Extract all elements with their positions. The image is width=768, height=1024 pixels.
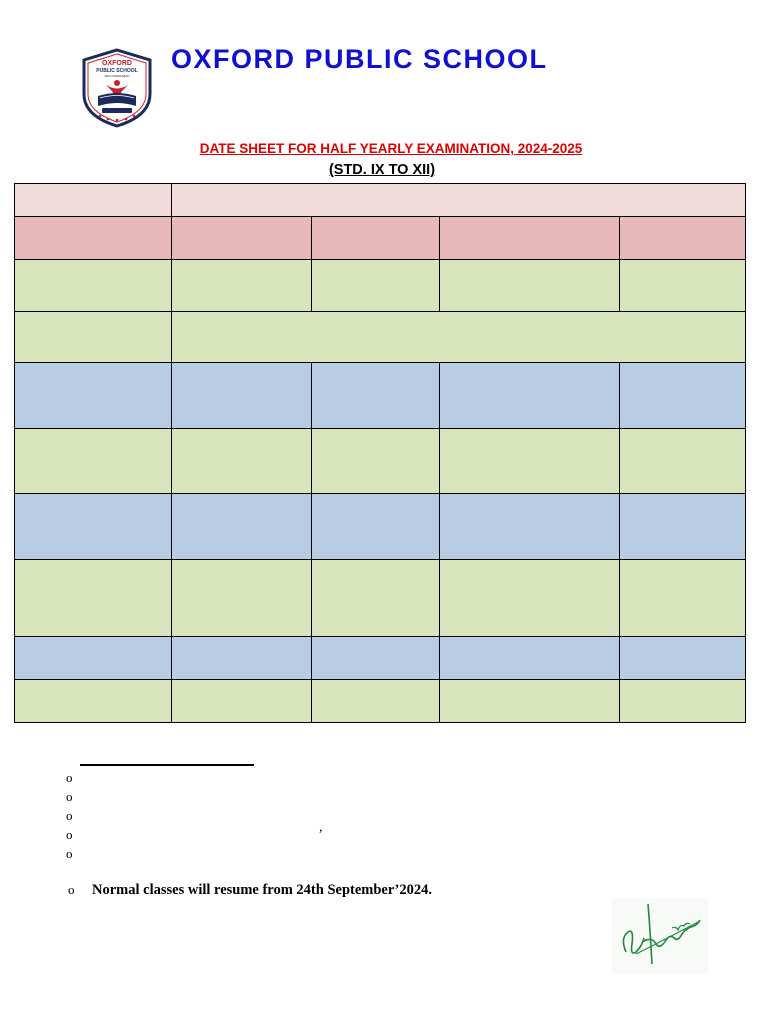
date-sheet-title: DATE SHEET FOR HALF YEARLY EXAMINATION, 2024-2025 xyxy=(199,141,583,156)
school-name: OXFORD PUBLIC SCHOOL xyxy=(171,44,548,74)
table-row xyxy=(15,494,746,560)
table-cell xyxy=(15,680,172,723)
table-cell xyxy=(15,260,172,312)
table-cell xyxy=(620,680,746,723)
table-cell xyxy=(620,260,746,312)
resume-classes-note xyxy=(68,882,432,899)
table-cell xyxy=(15,637,172,680)
table-cell xyxy=(620,560,746,637)
table-cell xyxy=(440,637,620,680)
table-header-cell xyxy=(172,217,312,260)
list-item xyxy=(66,846,666,865)
svg-text:OXFORD: OXFORD xyxy=(102,60,132,67)
notes-list xyxy=(66,770,666,865)
table-cell xyxy=(440,260,620,312)
table-cell xyxy=(312,429,440,494)
table-row xyxy=(15,312,746,363)
table-cell xyxy=(312,560,440,637)
list-item xyxy=(66,770,666,789)
table-row xyxy=(15,680,746,723)
table-cell xyxy=(172,363,312,429)
table-cell xyxy=(172,312,746,363)
table-cell xyxy=(440,363,620,429)
table-cell xyxy=(15,429,172,494)
svg-text:PUBLIC SCHOOL: PUBLIC SCHOOL xyxy=(96,68,138,74)
table-cell xyxy=(172,560,312,637)
table-header-cell xyxy=(440,217,620,260)
list-item xyxy=(66,789,666,808)
table-cell xyxy=(15,363,172,429)
table-header-cell xyxy=(620,217,746,260)
table-row xyxy=(15,363,746,429)
table-row xyxy=(15,260,746,312)
table-cell xyxy=(312,363,440,429)
table-cell xyxy=(15,184,172,217)
bullet-marker: o xyxy=(66,789,73,804)
table-cell xyxy=(312,494,440,560)
table-cell xyxy=(620,429,746,494)
table-cell xyxy=(172,494,312,560)
table-cell xyxy=(440,680,620,723)
table-cell xyxy=(172,429,312,494)
table-header-row xyxy=(15,217,746,260)
table-cell xyxy=(440,560,620,637)
date-sheet-subtitle: (STD. IX TO XII) xyxy=(328,162,436,178)
svg-text:SECUNDERABAD: SECUNDERABAD xyxy=(104,74,130,78)
list-item xyxy=(66,827,666,846)
table-cell xyxy=(440,494,620,560)
stray-comma: , xyxy=(319,820,323,835)
table-cell xyxy=(15,560,172,637)
table-cell xyxy=(172,637,312,680)
table-row xyxy=(15,637,746,680)
bullet-marker: o xyxy=(66,827,73,842)
notes-heading-underline xyxy=(80,764,254,766)
table-header-cell xyxy=(312,217,440,260)
table-cell xyxy=(312,260,440,312)
table-cell xyxy=(172,260,312,312)
table-cell xyxy=(15,494,172,560)
table-cell xyxy=(620,363,746,429)
bullet-marker: o xyxy=(66,808,73,823)
table-row xyxy=(15,560,746,637)
table-cell xyxy=(312,637,440,680)
date-sheet-table xyxy=(14,183,746,723)
table-cell xyxy=(15,312,172,363)
table-header-cell xyxy=(15,217,172,260)
signature-icon xyxy=(612,898,708,974)
table-cell xyxy=(172,680,312,723)
table-cell xyxy=(312,680,440,723)
table-title-row xyxy=(15,184,746,217)
school-crest-icon xyxy=(80,48,154,128)
table-cell xyxy=(620,494,746,560)
table-row xyxy=(15,429,746,494)
bullet-marker: o xyxy=(66,846,73,861)
resume-classes-text: Normal classes will resume from 24th September’2024. xyxy=(92,882,433,898)
bullet-marker: o xyxy=(68,882,75,897)
table-cell xyxy=(172,184,746,217)
table-cell xyxy=(440,429,620,494)
bullet-marker: o xyxy=(66,770,73,785)
table-cell xyxy=(620,637,746,680)
list-item xyxy=(66,808,666,827)
